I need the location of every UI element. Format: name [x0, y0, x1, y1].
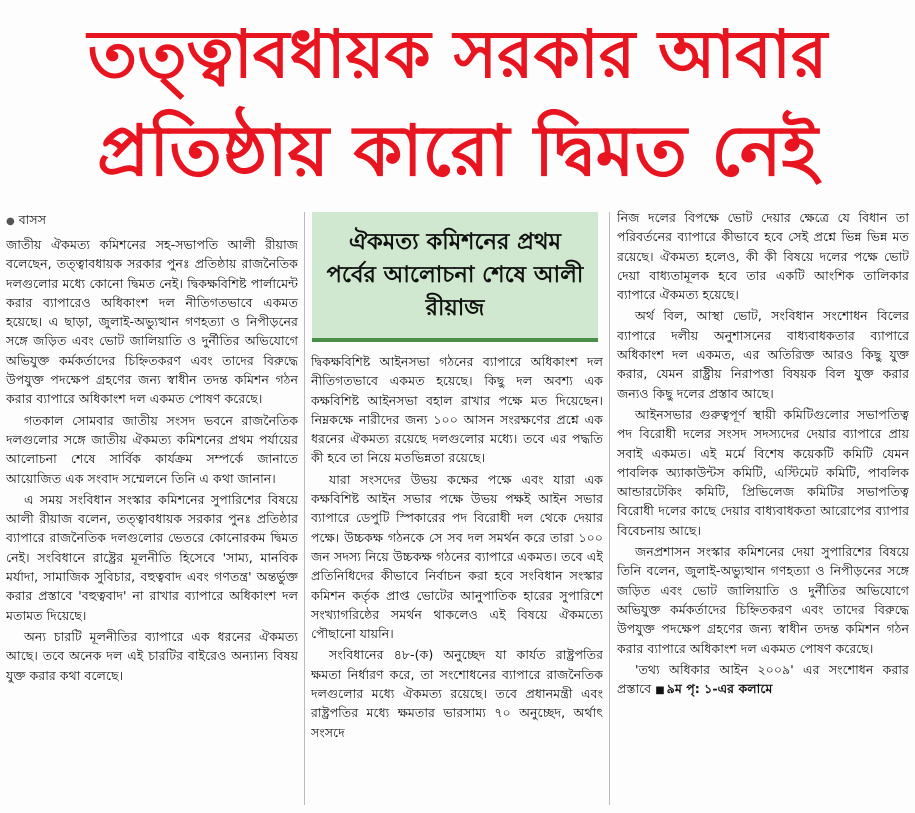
- paragraph: জনপ্রশাসন সংস্কার কমিশনের দেয়া সুপারিশের বিষয়ে তিনি বলেন, জুলাই-অভ্যুত্থান গণহত্যা ও নিপীড়নের সঙ্গে জড়িত এবং ভোট জালিয়াতি ও দুর্নীতির অভিযোগে অভিযুক্ত কর্মকর্তাদের চিহ্নিতকরণ এবং তাদের বিরুদ্ধে উপযুক্ত পদক্ষেপ গ্রহণের জন্য স্বাধীন তদন্ত কমিশন গঠন করার ব্যাপারে অধিকাংশ দল একমত পোষণ করেছে।: [617, 544, 909, 656]
- paragraph: সংবিধানের ৪৮-(ক) অনুচ্ছেদ যা কার্যত রাষ্ট্রপতির ক্ষমতা নির্ধারণ করে, তা সংশোধনের ব্যাপারে রাজনৈতিক দলগুলোর মধ্যে ঐকমত্য রয়েছে। তবে প্রধানমন্ত্রী এবং রাষ্ট্রপতির মধ্যে ক্ষমতার ভারসাম্য ৭০ অনুচ্ছেদ, অর্থাৎ সংসদে: [311, 647, 603, 740]
- article-column-1: [6, 210, 298, 807]
- paragraph: যারা সংসদের উভয় কক্ষের পক্ষে এবং যারা এক কক্ষবিশিষ্ট আইন সভার পক্ষে উভয় পক্ষই আইন সভার ব্যাপারে ডেপুটি স্পিকারের পদ বিরোধী দল থেকে দেয়ার পক্ষে। উচ্চকক্ষ গঠনকে সে সব দল সমর্থন করে তারা ১০০ জন সদস্য নিয়ে উচ্চকক্ষ গঠনের ব্যাপারে একমত। তবে এই প্রতিনিধিদের কীভাবে নির্বাচন করা হবে সংবিধান সংস্কার কমিশন কর্তৃক প্রাপ্ত ভোটের আনুপাতিক হারের সুপারিশে সংখ্যাগরিষ্ঠের সমর্থন থাকলেও এই বিষয়ে ঐকমত্যে পৌছানো যায়নি।: [311, 471, 603, 642]
- byline: [6, 210, 298, 231]
- paragraph: আইনসভার গুরুত্বপূর্ণ স্থায়ী কমিটিগুলোর সভাপতিত্ব পদ বিরোধী দলের সংসদ সদস্যদের দেয়ার ব্যাপারে প্রায় সবাই একমত। এই মর্মে বিশেষ কয়েকটি কমিটি যেমন পাবলিক অ্যাকাউন্টস কমিটি, এস্টিমেট কমিটি, পাবলিক আন্ডারটেকিং কমিটি, প্রিভিলেজ কমিটির সভাপতিত্ব বিরোধী দলের কাছে দেয়ার বাধ্যবাধকতা আরোপের ব্যাপার বিবেচনায় আছে।: [617, 406, 909, 538]
- paragraph: জাতীয় ঐকমত্য কমিশনের সহ-সভাপতি আলী রীয়াজ বলেছেন, তত্ত্বাবধায়ক সরকার পুনঃ প্রতিষ্ঠায় রাজনৈতিক দলগুলোর মধ্যে কোনো দ্বিমত নেই। দ্বিকক্ষবিশিষ্ট পার্লামেন্ট করার ব্যাপারেও অধিকাংশ দল নীতিগতভাবে একমত হয়েছে। এ ছাড়া, জুলাই-অভ্যুত্থান গণহত্যা ও নিপীড়নের সঙ্গে জড়িত এবং ভোট জালিয়াতি ও দুর্নীতির অভিযোগে অভিযুক্ত কর্মকর্তাদের চিহ্নিতকরণ এবং তাদের বিরুদ্ধে উপযুক্ত পদক্ষেপ গ্রহণের জন্য স্বাধীন তদন্ত কমিশন গঠন করার ব্যাপারে অধিকাংশ দল একমত পোষণ করেছে।: [6, 237, 298, 407]
- continuation-text: 'তথ্য অধিকার আইন ২০০৯' এর সংশোধন করার প্রস্তাবে: [617, 661, 909, 697]
- paragraph-continued: [617, 660, 909, 701]
- paragraph: গতকাল সোমবার জাতীয় সংসদ ভবনে রাজনৈতিক দলগুলোর সঙ্গে জাতীয় ঐকমত্য কমিশনের প্রথম পর্যায়ের আলোচনা শেষে সার্বিক কার্যক্রম সম্পর্কে জানাতে আয়োজিত এক সংবাদ সম্মেলনে তিনি এ কথা জানান।: [6, 412, 298, 486]
- paragraph: এ সময় সংবিধান সংস্কার কমিশনের সুপারিশের বিষয়ে আলী রীয়াজ বলেন, তত্ত্বাবধায়ক সরকার পুনঃ প্রতিষ্ঠার ব্যাপারে রাজনৈতিক দলগুলোর ভেতরে কোনোরকম দ্বিমত নেই। সংবিধানে রাষ্ট্রের মূলনীতি হিসেবে 'সাম্য, মানবিক মর্যাদা, সামাজিক সুবিচার, বহুত্ববাদ এবং গণতন্ত্র' অন্তর্ভুক্ত করার প্রস্তাবে 'বহুত্ববাদ' না রাখার ব্যাপারে অধিকাংশ দল মতামত দিয়েছে।: [6, 491, 298, 623]
- column-rule: [304, 212, 305, 805]
- column-rule: [609, 212, 610, 805]
- shoulder-headline: ঐকমত্য কমিশনের প্রথম পর্বের আলোচনা শেষে আলী রীয়াজ: [312, 212, 598, 342]
- headline-line-2: প্রতিষ্ঠায় কারো দ্বিমত নেই: [97, 110, 818, 192]
- paragraph: অর্থ বিল, আস্থা ভোট, সংবিধান সংশোধন বিলের ব্যাপারে দলীয় অনুশাসনের বাধ্যবাধকতার ব্যাপারে অধিকাংশ দল একমত, এর অতিরিক্ত আরও কিছু যুক্ত করার, যেমন রাষ্ট্রীয় নিরাপত্তা বিষয়ক বিল যুক্ত করার জন্যও কিছু দলের প্রস্তাব আছে।: [617, 308, 909, 401]
- article-column-3: [617, 208, 909, 807]
- byline-agency: বাসস: [18, 212, 47, 227]
- headline: [0, 0, 915, 205]
- jump-line[interactable]: [655, 681, 772, 696]
- paragraph: নিজ দলের বিপক্ষে ভোট দেয়ার ক্ষেত্রে যে বিধান তা পরিবর্তনের ব্যাপারে কীভাবে হবে সেই প্রশ্নে ভিন্ন ভিন্ন মত রয়েছে। ঐকমত্য হলেও, কী কী বিষয়ে দলের পক্ষে ভোট দেয়া বাধ্যতামূলক হবে তার একটি আংশিক তালিকার ব্যাপারে ঐকমত্য হয়েছে।: [617, 210, 909, 303]
- paragraph: দ্বিকক্ষবিশিষ্ট আইনসভা গঠনের ব্যাপারে অধিকাংশ দল নীতিগতভাবে একমত হয়েছে। কিছু দল অবশ্য এক কক্ষবিশিষ্ট আইনসভা বহাল রাখার পক্ষে মত দিয়েছেন। নিম্নকক্ষে নারীদের জন্য ১০০ আসন সংরক্ষণের প্রশ্নে এক ধরনের ঐকমত্য রয়েছে দলগুলোর মধ্যে। তবে এর পদ্ধতি কী হবে তা নিয়ে মতভিন্নতা রয়েছে।: [311, 354, 603, 466]
- headline-line-1: তত্ত্বাবধায়ক সরকার আবার: [87, 16, 828, 93]
- paragraph: অন্য চারটি মূলনীতির ব্যাপারে এক ধরনের ঐকমত্য আছে। তবে অনেক দল এই চারটির বাইরেও অন্যান্য বিষয় যুক্ত করার কথা বলেছে।: [6, 628, 298, 683]
- square-bullet-icon: ■: [655, 685, 665, 697]
- jump-line-text: ৯ম পৃ: ১-এর কলামে: [666, 681, 773, 697]
- bullet-icon: ●: [6, 216, 15, 227]
- article-column-2: [311, 352, 603, 807]
